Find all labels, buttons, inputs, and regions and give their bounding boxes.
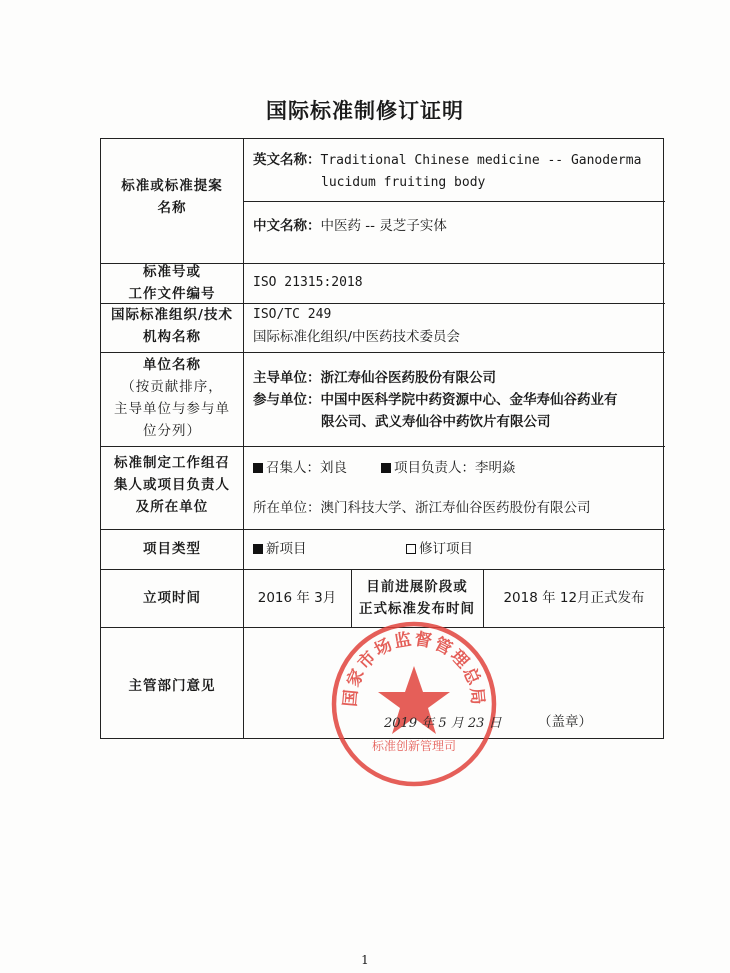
convener-label-line: 及所在单位 [135, 499, 209, 515]
type-revise-label: 修订项目 [419, 541, 473, 557]
participant-unit-value: 中国中医科学院中药资源中心、金华寿仙谷药业有 [320, 392, 618, 408]
org-value [253, 304, 460, 348]
checked-box-icon [253, 544, 263, 554]
units-label-line: 主导单位与参与单 [114, 401, 230, 417]
leader-name: 项目负责人：李明焱 [394, 460, 516, 476]
row-divider [101, 529, 665, 530]
row-divider [101, 446, 665, 447]
english-name-value-cont: lucidum fruiting body [321, 175, 486, 190]
type-new-label: 新项目 [266, 541, 307, 557]
standard-number: ISO 21315:2018 [253, 275, 363, 290]
lead-unit-value: 浙江寿仙谷医药股份有限公司 [320, 370, 496, 386]
chinese-name-value: 中医药 -- 灵芝子实体 [320, 218, 447, 234]
seal-note: （盖章） [538, 714, 592, 730]
org-label [101, 304, 243, 348]
name-label [101, 175, 243, 219]
lead-unit-label: 主导单位： [253, 370, 321, 386]
units-value [253, 367, 658, 433]
seal-bottom-text: 标准创新管理司 [371, 739, 457, 753]
affiliation: 所在单位：澳门科技大学、浙江寿仙谷医药股份有限公司 [253, 500, 591, 516]
name-label-line: 名称 [157, 200, 187, 216]
stage-value: 2018 年 12月正式发布 [503, 590, 645, 606]
convener-label [101, 452, 243, 518]
start-time-label: 立项时间 [143, 590, 201, 606]
convener-name: 召集人：刘良 [266, 460, 347, 476]
seal-arc-text: 国家市场监督管理总局 [340, 629, 488, 708]
convener-label-line: 集人或项目负责人 [114, 477, 230, 493]
units-label [101, 354, 243, 442]
participant-unit-value-cont: 限公司、武义寿仙谷中药饮片有限公司 [321, 414, 551, 430]
stage-label-line: 正式标准发布时间 [359, 601, 475, 617]
org-name: 国际标准化组织/中医药技术委员会 [253, 329, 461, 345]
english-name [253, 149, 658, 194]
column-divider [243, 139, 244, 738]
org-label-line: 国际标准组织/技术 [111, 307, 233, 323]
units-label-line: （按贡献排序， [121, 379, 223, 395]
page-number: 1 [361, 953, 369, 967]
type-new-option [253, 538, 307, 560]
opinion-label: 主管部门意见 [128, 678, 216, 694]
chinese-name [253, 215, 658, 237]
english-name-value: Traditional Chinese medicine -- Ganoderma [320, 153, 642, 168]
english-name-label: 英文名称： [253, 152, 321, 168]
row-divider [243, 201, 665, 202]
name-label-line: 标准或标准提案 [121, 178, 223, 194]
handwritten-date: 2019 年 5 月 23 日 [384, 716, 502, 731]
convener-label-line: 标准制定工作组召 [114, 455, 230, 471]
stage-label [351, 576, 483, 620]
chinese-name-label: 中文名称： [253, 218, 321, 234]
convener-row [253, 457, 347, 479]
row-divider [101, 569, 665, 570]
page-title: 国际标准制修订证明 [266, 98, 464, 123]
number-label-line: 工作文件编号 [128, 286, 216, 302]
participant-unit-label: 参与单位： [253, 392, 321, 408]
start-time-value: 2016 年 3月 [257, 590, 337, 606]
units-label-line: 位分列） [143, 423, 201, 439]
checked-box-icon [381, 463, 391, 473]
checked-box-icon [253, 463, 263, 473]
units-label-title: 单位名称 [143, 357, 201, 373]
org-label-line: 机构名称 [143, 329, 201, 345]
number-label [101, 261, 243, 305]
leader-row [381, 457, 516, 479]
official-seal [328, 618, 500, 790]
project-type-label: 项目类型 [143, 541, 201, 557]
type-revise-option [406, 538, 473, 560]
stage-label-line: 目前进展阶段或 [366, 579, 468, 595]
empty-box-icon [406, 544, 416, 554]
org-code: ISO/TC 249 [253, 307, 332, 322]
number-label-line: 标准号或 [143, 264, 201, 280]
